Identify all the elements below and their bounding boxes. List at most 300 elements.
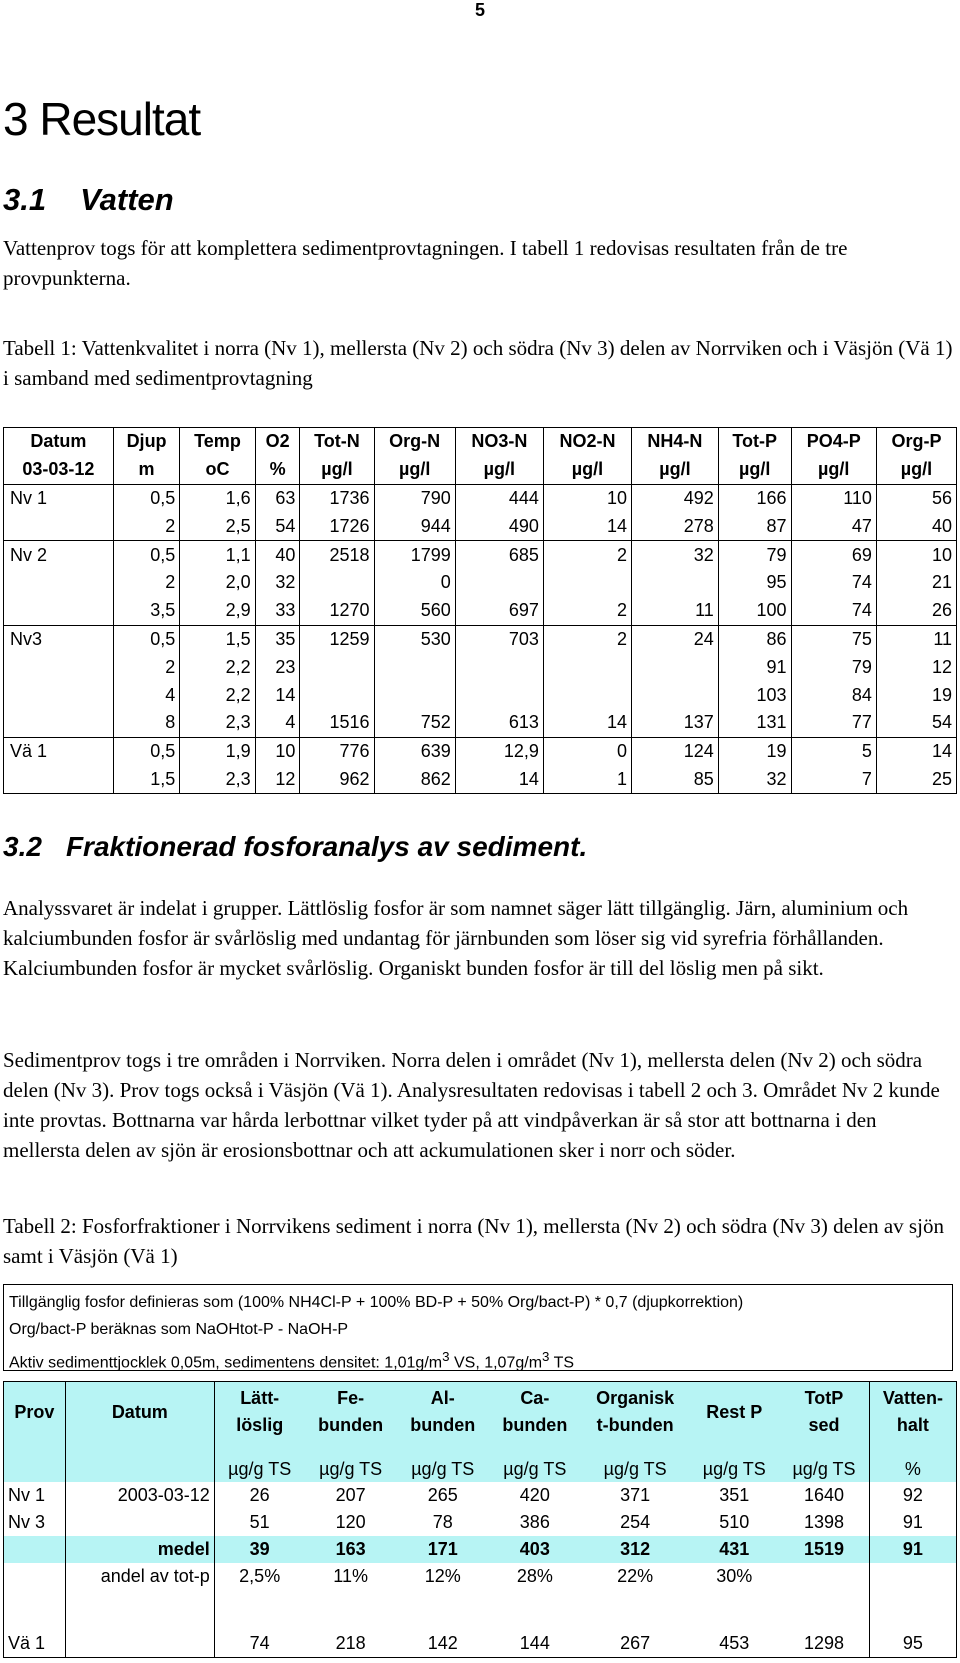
- header-text: Datum: [111, 1401, 168, 1422]
- header-cell: Djup: [113, 428, 179, 456]
- spacer-cell: [489, 1590, 581, 1630]
- row-label: medel: [65, 1536, 214, 1563]
- spacer-row: [4, 1590, 957, 1630]
- value-cell: 40: [876, 512, 956, 540]
- value-cell: [300, 569, 374, 597]
- note-text: TS: [549, 1354, 575, 1372]
- value-cell: 2,2: [180, 681, 255, 709]
- header-cell: [489, 1382, 581, 1443]
- header-text: bunden: [318, 1415, 384, 1435]
- value-cell: 2,5%: [239, 1566, 281, 1586]
- value-cell: 19: [718, 737, 791, 765]
- header-cell: NH4-N: [632, 428, 719, 456]
- value-cell: 14: [543, 512, 631, 540]
- value-cell: 11%: [333, 1566, 368, 1586]
- spacer-cell: [397, 1590, 489, 1630]
- value-cell: 137: [632, 709, 719, 737]
- header-cell: [4, 1382, 66, 1443]
- value-cell: 79: [718, 541, 791, 569]
- value-cell: 131: [718, 709, 791, 737]
- value-cell: 84: [791, 681, 876, 709]
- paragraph-fractions: Analyssvaret är indelat i grupper. Lättlöslig fosfor är som namnet säger lätt tillgänglig. Järn, aluminium och kalciumbunden fosfor är svårlöslig med undantag för järnbunden som löser sig vid syrefria förhållanden. Kalciumbunden fosfor är mycket svårlöslig. Organiskt bunden fosfor är till del löslig men på sikt.: [3, 896, 909, 980]
- header-cell: Tot-N: [300, 428, 374, 456]
- unit-cell: µg/l: [791, 456, 876, 484]
- water-quality-table: [3, 427, 957, 794]
- value-cell: 14: [543, 709, 631, 737]
- site-cell: Vä 1: [4, 1630, 66, 1658]
- note-text: Aktiv sedimenttjocklek 0,05m, sedimentens densitet: 1,01g/m: [9, 1354, 443, 1372]
- spacer-cell: [214, 1442, 304, 1456]
- paragraph-sampling: Sedimentprov togs i tre områden i Norrviken. Norra delen i området (Nv 1), mellersta delen (Nv 2) och södra delen (Nv 3). Prov togs också i Väsjön (Vä 1). Analysresultaten redovisas i tabell 2 och 3. Området Nv 2 kunde inte provtas. Bottnarna var hårda lerbottnar vilket tyder på att vindpåverkan är så stor att bottnarna i den mellersta delen av sjön är erosionsbottnar och att ackumulationen sker i norr och söder.: [3, 1048, 940, 1162]
- value-cell: 1,6: [180, 484, 255, 512]
- unit-cell: µg/l: [543, 456, 631, 484]
- spacer-row: [4, 1442, 957, 1456]
- value-cell: 752: [374, 709, 455, 737]
- value-cell: 10: [543, 484, 631, 512]
- value-cell: 7: [791, 766, 876, 794]
- value-cell: 10: [255, 737, 300, 765]
- value-cell: 26: [249, 1485, 270, 1505]
- value-cell: 2: [113, 512, 179, 540]
- unit-cell: µg/g TS: [397, 1456, 489, 1482]
- spacer-cell: [869, 1442, 956, 1456]
- value-cell: 14: [876, 737, 956, 765]
- value-cell: [4, 1563, 66, 1590]
- header-text: Organisk: [596, 1388, 675, 1408]
- value-cell: [65, 1509, 214, 1536]
- header-cell: O2: [255, 428, 300, 456]
- value-cell: 171: [397, 1536, 489, 1563]
- value-cell: 22%: [617, 1566, 654, 1586]
- value-cell: 12%: [424, 1566, 461, 1586]
- table-row: [4, 766, 957, 794]
- spacer-cell: [489, 1442, 581, 1456]
- value-cell: 0,5: [113, 737, 179, 765]
- value-cell: 32: [255, 569, 300, 597]
- header-cell: [305, 1382, 397, 1443]
- table-row: [4, 653, 957, 681]
- note-superscript: 3: [542, 1349, 550, 1364]
- value-cell: 639: [374, 737, 455, 765]
- value-cell: 1: [543, 766, 631, 794]
- value-cell: 33: [255, 597, 300, 625]
- spacer-cell: [689, 1590, 779, 1630]
- unit-cell: µg/l: [632, 456, 719, 484]
- value-cell: 26: [876, 597, 956, 625]
- unit-cell: µg/l: [718, 456, 791, 484]
- header-text: Lätt-: [240, 1388, 280, 1408]
- value-cell: 25: [876, 766, 956, 794]
- value-cell: 776: [300, 737, 374, 765]
- header-cell: [65, 1382, 214, 1443]
- value-cell: [632, 653, 719, 681]
- heading-3: [3, 831, 587, 863]
- value-cell: [632, 681, 719, 709]
- value-cell: [4, 1536, 66, 1563]
- header-text: löslig: [236, 1415, 284, 1435]
- value-cell: 0: [374, 569, 455, 597]
- value-cell: 453: [719, 1633, 750, 1653]
- value-cell: 120: [335, 1512, 366, 1532]
- note-superscript: 3: [442, 1349, 450, 1364]
- site-cell: Nv 1: [4, 484, 114, 512]
- value-cell: 74: [791, 569, 876, 597]
- spacer-cell: [4, 1442, 66, 1456]
- value-cell: 2,2: [180, 653, 255, 681]
- unit-cell: [65, 1456, 214, 1482]
- site-cell: Nv 3: [4, 1509, 66, 1536]
- unit-cell: [4, 1456, 66, 1482]
- heading-2-number: 3.1: [3, 182, 47, 217]
- value-cell: 24: [632, 625, 719, 653]
- value-cell: [869, 1563, 956, 1590]
- unit-cell: µg/g TS: [689, 1456, 779, 1482]
- unit-cell: µg/l: [876, 456, 956, 484]
- value-cell: 12: [255, 766, 300, 794]
- value-cell: 54: [876, 709, 956, 737]
- spacer-cell: [689, 1442, 779, 1456]
- value-cell: 2003-03-12: [65, 1482, 214, 1509]
- value-cell: 142: [427, 1633, 458, 1653]
- value-cell: 78: [432, 1512, 453, 1532]
- note-line: Tillgänglig fosfor definieras som (100% NH4Cl-P + 100% BD-P + 50% Org/bact-P) * 0,7 (djupkorrektion): [9, 1294, 744, 1311]
- value-cell: 54: [255, 512, 300, 540]
- header-text: sed: [808, 1415, 840, 1435]
- value-cell: 86: [718, 625, 791, 653]
- value-cell: [543, 681, 631, 709]
- value-cell: [455, 569, 543, 597]
- value-cell: 1516: [300, 709, 374, 737]
- value-cell: 1519: [779, 1536, 869, 1563]
- value-cell: 254: [620, 1512, 651, 1532]
- value-cell: 1726: [300, 512, 374, 540]
- header-text: halt: [896, 1415, 929, 1435]
- site-cell: [4, 766, 114, 794]
- table1-caption: Tabell 1: Vattenkvalitet i norra (Nv 1), mellersta (Nv 2) och södra (Nv 3) delen av Norrviken och i Väsjön (Vä 1) i samband med sedimentprovtagning: [3, 336, 953, 390]
- site-cell: Nv 1: [4, 1482, 66, 1509]
- value-cell: 39: [214, 1536, 304, 1563]
- value-cell: 2: [113, 569, 179, 597]
- spacer-cell: [65, 1590, 214, 1630]
- units-row: [4, 1456, 957, 1482]
- value-cell: [455, 681, 543, 709]
- value-cell: 100: [718, 597, 791, 625]
- heading-3-title: Fraktionerad fosforanalys av sediment.: [65, 831, 588, 862]
- value-cell: 74: [249, 1633, 270, 1653]
- table2-header-row: [4, 1382, 957, 1443]
- table1-body: [4, 484, 957, 794]
- intro-paragraph: Vattenprov togs för att komplettera sedimentprovtagningen. I tabell 1 redovisas resultaten från de tre provpunkterna.: [3, 236, 848, 290]
- site-cell: [4, 653, 114, 681]
- table-row: [4, 597, 957, 625]
- unit-cell: oC: [180, 456, 255, 484]
- value-cell: [300, 653, 374, 681]
- unit-cell: µg/l: [455, 456, 543, 484]
- value-cell: 103: [718, 681, 791, 709]
- value-cell: 1259: [300, 625, 374, 653]
- value-cell: 371: [620, 1485, 651, 1505]
- value-cell: 4: [113, 681, 179, 709]
- table-row: [4, 541, 957, 569]
- header-text: bunden: [502, 1415, 568, 1435]
- site-cell: [4, 597, 114, 625]
- value-cell: 862: [374, 766, 455, 794]
- value-cell: 110: [791, 484, 876, 512]
- value-cell: 265: [427, 1485, 458, 1505]
- table-row: [4, 1630, 957, 1658]
- value-cell: 312: [581, 1536, 690, 1563]
- value-cell: 5: [791, 737, 876, 765]
- site-cell: Nv 2: [4, 541, 114, 569]
- heading-3-number: 3.2: [3, 831, 42, 862]
- value-cell: 1270: [300, 597, 374, 625]
- value-cell: 87: [718, 512, 791, 540]
- unit-cell: m: [113, 456, 179, 484]
- value-cell: 91: [902, 1512, 923, 1532]
- value-cell: 703: [455, 625, 543, 653]
- value-cell: 0,5: [113, 484, 179, 512]
- site-cell: [4, 709, 114, 737]
- heading-1: 3 Resultat: [3, 93, 201, 145]
- spacer-cell: [581, 1442, 690, 1456]
- value-cell: 69: [791, 541, 876, 569]
- unit-cell: µg/g TS: [489, 1456, 581, 1482]
- phosphorus-fractions-table: [3, 1381, 957, 1658]
- table-row: [4, 569, 957, 597]
- table-row: [4, 625, 957, 653]
- header-cell: [869, 1382, 956, 1443]
- value-cell: 431: [689, 1536, 779, 1563]
- value-cell: 2: [543, 541, 631, 569]
- value-cell: 2: [543, 597, 631, 625]
- note-text: VS, 1,07g/m: [449, 1354, 543, 1372]
- spacer-cell: [779, 1590, 869, 1630]
- header-cell: Org-P: [876, 428, 956, 456]
- value-cell: 2: [543, 625, 631, 653]
- value-cell: 40: [255, 541, 300, 569]
- value-cell: 492: [632, 484, 719, 512]
- value-cell: 14: [455, 766, 543, 794]
- header-text: Ca-: [520, 1388, 550, 1408]
- unit-cell: µg/g TS: [305, 1456, 397, 1482]
- share-row: [4, 1563, 957, 1590]
- value-cell: 2,3: [180, 766, 255, 794]
- table-row: [4, 681, 957, 709]
- value-cell: 10: [876, 541, 956, 569]
- value-cell: 1,9: [180, 737, 255, 765]
- value-cell: 351: [719, 1485, 750, 1505]
- heading-2: [3, 182, 174, 218]
- value-cell: 12,9: [455, 737, 543, 765]
- value-cell: 1298: [779, 1630, 869, 1658]
- table-row: [4, 737, 957, 765]
- header-cell: Datum: [4, 428, 114, 456]
- table-row: [4, 1509, 957, 1536]
- value-cell: 1640: [779, 1482, 869, 1509]
- value-cell: 14: [255, 681, 300, 709]
- value-cell: 91: [869, 1536, 956, 1563]
- value-cell: 47: [791, 512, 876, 540]
- header-cell: [689, 1382, 779, 1443]
- value-cell: 490: [455, 512, 543, 540]
- value-cell: 74: [791, 597, 876, 625]
- value-cell: 267: [620, 1633, 651, 1653]
- table1-header-row: [4, 428, 957, 456]
- value-cell: 91: [718, 653, 791, 681]
- value-cell: 420: [519, 1485, 550, 1505]
- unit-cell: µg/l: [374, 456, 455, 484]
- unit-cell: µg/l: [300, 456, 374, 484]
- spacer-cell: [305, 1442, 397, 1456]
- header-text: Prov: [14, 1401, 55, 1422]
- notes-box: [3, 1284, 953, 1371]
- value-cell: 12: [876, 653, 956, 681]
- heading-2-title: Vatten: [80, 182, 174, 217]
- value-cell: 63: [255, 484, 300, 512]
- header-text: bunden: [410, 1415, 476, 1435]
- value-cell: 218: [335, 1633, 366, 1653]
- spacer-cell: [214, 1590, 304, 1630]
- unit-cell: %: [869, 1456, 956, 1482]
- value-cell: 95: [902, 1633, 923, 1653]
- value-cell: 1736: [300, 484, 374, 512]
- value-cell: 1,1: [180, 541, 255, 569]
- value-cell: 530: [374, 625, 455, 653]
- header-text: Al-: [430, 1388, 455, 1408]
- value-cell: 56: [876, 484, 956, 512]
- value-cell: 35: [255, 625, 300, 653]
- header-cell: [214, 1382, 304, 1443]
- value-cell: 790: [374, 484, 455, 512]
- value-cell: 79: [791, 653, 876, 681]
- value-cell: 77: [791, 709, 876, 737]
- value-cell: 1,5: [113, 766, 179, 794]
- value-cell: 8: [113, 709, 179, 737]
- header-cell: Tot-P: [718, 428, 791, 456]
- table-row: [4, 484, 957, 512]
- value-cell: 2518: [300, 541, 374, 569]
- value-cell: 0: [543, 737, 631, 765]
- value-cell: 85: [632, 766, 719, 794]
- value-cell: [65, 1630, 214, 1658]
- note-line: Org/bact-P beräknas som NaOHtot-P - NaOH-P: [9, 1321, 349, 1338]
- value-cell: 685: [455, 541, 543, 569]
- header-cell: NO2-N: [543, 428, 631, 456]
- site-cell: Vä 1: [4, 737, 114, 765]
- site-cell: [4, 681, 114, 709]
- header-text: Fe-: [337, 1388, 365, 1408]
- page-number: 5: [474, 0, 485, 20]
- value-cell: 23: [255, 653, 300, 681]
- unit-cell: 03-03-12: [4, 456, 114, 484]
- value-cell: [374, 653, 455, 681]
- value-cell: 403: [489, 1536, 581, 1563]
- value-cell: 1799: [374, 541, 455, 569]
- value-cell: 32: [632, 541, 719, 569]
- value-cell: 207: [335, 1485, 366, 1505]
- value-cell: 3,5: [113, 597, 179, 625]
- value-cell: 11: [632, 597, 719, 625]
- value-cell: 510: [719, 1512, 750, 1532]
- value-cell: 560: [374, 597, 455, 625]
- value-cell: 386: [519, 1512, 550, 1532]
- spacer-cell: [4, 1590, 66, 1630]
- value-cell: [455, 653, 543, 681]
- header-cell: NO3-N: [455, 428, 543, 456]
- value-cell: 166: [718, 484, 791, 512]
- value-cell: [374, 681, 455, 709]
- spacer-cell: [779, 1442, 869, 1456]
- header-cell: [397, 1382, 489, 1443]
- value-cell: 51: [249, 1512, 270, 1532]
- table-row: [4, 709, 957, 737]
- spacer-cell: [305, 1590, 397, 1630]
- header-cell: Temp: [180, 428, 255, 456]
- value-cell: 2: [113, 653, 179, 681]
- value-cell: 75: [791, 625, 876, 653]
- value-cell: 944: [374, 512, 455, 540]
- value-cell: 124: [632, 737, 719, 765]
- value-cell: 4: [255, 709, 300, 737]
- value-cell: 278: [632, 512, 719, 540]
- value-cell: 163: [305, 1536, 397, 1563]
- value-cell: 144: [519, 1633, 550, 1653]
- value-cell: 21: [876, 569, 956, 597]
- value-cell: 2,3: [180, 709, 255, 737]
- value-cell: 0,5: [113, 541, 179, 569]
- value-cell: [300, 681, 374, 709]
- value-cell: 19: [876, 681, 956, 709]
- table-row: [4, 512, 957, 540]
- unit-cell: µg/g TS: [581, 1456, 690, 1482]
- value-cell: 2,9: [180, 597, 255, 625]
- value-cell: [543, 569, 631, 597]
- value-cell: 2,0: [180, 569, 255, 597]
- note-line: [9, 1343, 947, 1376]
- unit-cell: µg/g TS: [779, 1456, 869, 1482]
- mean-row: [4, 1536, 957, 1563]
- value-cell: 92: [902, 1485, 923, 1505]
- table1-unit-row: [4, 456, 957, 484]
- value-cell: 444: [455, 484, 543, 512]
- header-text: t-bunden: [596, 1415, 674, 1435]
- spacer-cell: [397, 1442, 489, 1456]
- value-cell: 11: [876, 625, 956, 653]
- value-cell: 95: [718, 569, 791, 597]
- header-cell: [581, 1382, 690, 1443]
- header-text: TotP: [804, 1388, 844, 1408]
- value-cell: 30%: [716, 1566, 753, 1586]
- value-cell: [543, 653, 631, 681]
- row-label: andel av tot-p: [65, 1563, 214, 1590]
- value-cell: 1,5: [180, 625, 255, 653]
- value-cell: 32: [718, 766, 791, 794]
- table2-caption: Tabell 2: Fosforfraktioner i Norrvikens sediment i norra (Nv 1), mellersta (Nv 2) och södra (Nv 3) delen av sjön samt i Väsjön (Vä 1): [3, 1214, 944, 1268]
- header-text: Rest P: [706, 1401, 763, 1422]
- value-cell: [779, 1563, 869, 1590]
- header-cell: Org-N: [374, 428, 455, 456]
- value-cell: 697: [455, 597, 543, 625]
- header-cell: PO4-P: [791, 428, 876, 456]
- site-cell: [4, 569, 114, 597]
- site-cell: [4, 512, 114, 540]
- value-cell: 28%: [516, 1566, 553, 1586]
- header-text: Vatten-: [882, 1388, 943, 1408]
- value-cell: 962: [300, 766, 374, 794]
- table-row: [4, 1482, 957, 1509]
- unit-cell: µg/g TS: [214, 1456, 304, 1482]
- value-cell: 1398: [779, 1509, 869, 1536]
